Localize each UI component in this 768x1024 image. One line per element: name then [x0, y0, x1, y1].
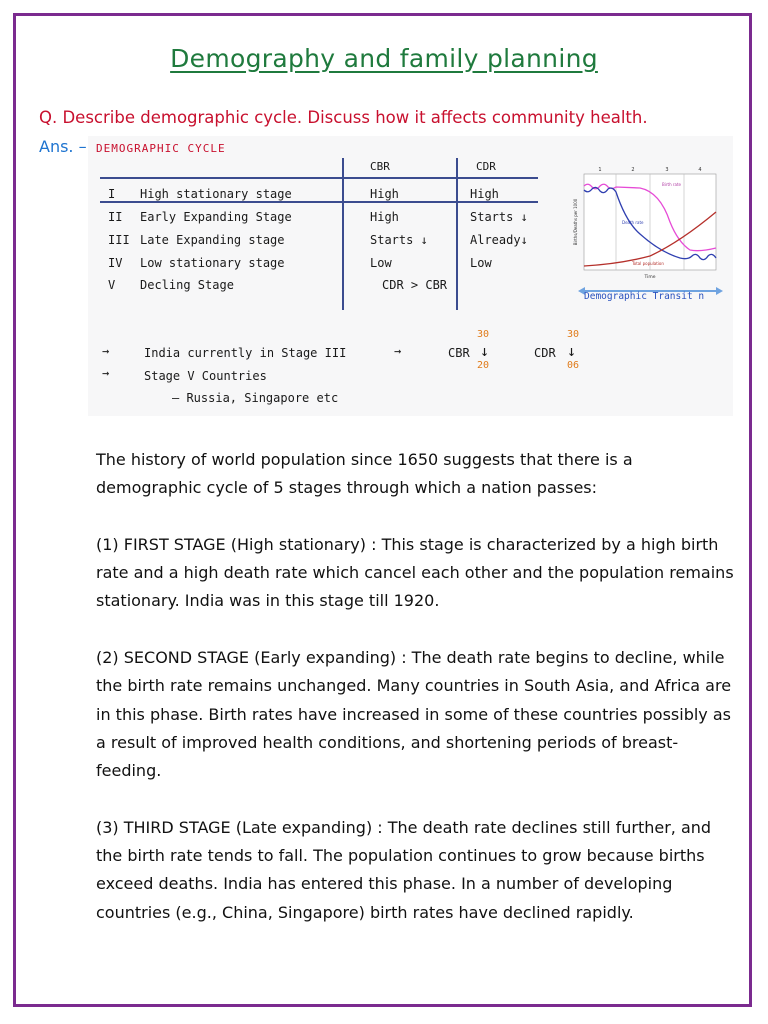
paragraph-second-stage: (2) SECOND STAGE (Early expanding) : The death rate begins to decline, while the birth rate remains unchanged. Many countries in South Asia, and Africa are in this phase. Birth rates have increased in some of these countries possibly as a result of improved health conditions, and shortening periods of breast-feeding.	[96, 648, 732, 781]
stage-name: Early Expanding Stage	[140, 210, 292, 224]
cbr-arrow: ↓	[480, 342, 490, 360]
answer-label: Ans. –	[39, 137, 87, 156]
stage-num: II	[108, 210, 123, 224]
cdr-label: CDR	[534, 346, 556, 360]
notes-heading: DEMOGRAPHIC CYCLE	[96, 142, 226, 155]
birth-rate-label: Birth rate	[662, 182, 681, 187]
stage-num: V	[108, 278, 116, 292]
graph-stage-label: 1	[598, 167, 602, 173]
stage-num: IV	[108, 256, 123, 270]
graph-stage-label: 2	[631, 167, 635, 173]
population-label: Total population	[632, 261, 664, 266]
stage-cbr: CDR > CBR	[382, 278, 448, 292]
col-header-cdr: CDR	[476, 160, 496, 173]
cdr-arrow: ↓	[567, 342, 577, 360]
question-text: Q. Describe demographic cycle. Discuss how it affects community health.	[39, 108, 648, 127]
paragraph-first-stage: (1) FIRST STAGE (High stationary) : This stage is characterized by a high birth rate and a high death rate which cancel each other and the population remains stationary. India was in this stage till 1920.	[96, 534, 734, 611]
stage-name: High stationary stage	[140, 187, 292, 201]
cdr-to-value: 06	[567, 360, 580, 371]
arrow-mark: →	[102, 366, 110, 380]
stage-cbr: High	[370, 187, 399, 201]
cbr-label: CBR	[448, 346, 470, 360]
arrow-mark: →	[394, 344, 402, 358]
death-rate-label: Death rate	[622, 220, 644, 225]
stage-name: Decling Stage	[140, 278, 234, 292]
cbr-to-value: 20	[477, 360, 490, 371]
graph-stage-label: 3	[665, 167, 669, 173]
stage-name: Late Expanding stage	[140, 233, 285, 247]
stage-cbr: High	[370, 210, 399, 224]
arrow-mark: →	[102, 344, 110, 358]
stage-cbr: Starts ↓	[370, 233, 428, 247]
stage-num: III	[108, 233, 130, 247]
graph-y-label: Births/Deaths per 1000	[573, 198, 578, 246]
paragraph-intro: The history of world population since 1650 suggests that there is a demographic cycle of 5 stages through which a nation passes:	[96, 450, 633, 498]
stage-v-countries: – Russia, Singapore etc	[172, 391, 339, 405]
stage-num: I	[108, 187, 116, 201]
body-text	[96, 446, 736, 955]
graph-x-label: Time	[644, 275, 656, 280]
paragraph-third-stage: (3) THIRD STAGE (Late expanding) : The death rate declines still further, and the birth rate tends to fall. The population continues to grow because births exceed deaths. India has entered this phase. In a number of developing countries (e.g., China, Singapore) birth rates have declined rapidly.	[96, 817, 712, 922]
stage-cdr: Low	[470, 256, 492, 270]
demographic-transition-graph	[570, 162, 720, 284]
handwritten-notes-image	[88, 136, 733, 416]
stage-cdr: High	[470, 187, 499, 201]
stage-cbr: Low	[370, 256, 392, 270]
cbr-from-value: 30	[477, 329, 490, 340]
india-stage-note: India currently in Stage III	[144, 346, 347, 360]
stage-cdr: Already↓	[470, 233, 528, 247]
cdr-from-value: 30	[567, 329, 580, 340]
graph-stage-label: 4	[698, 167, 702, 173]
stage-table	[100, 158, 538, 308]
page-title: Demography and family planning	[170, 44, 598, 73]
stage-name: Low stationary stage	[140, 256, 285, 270]
stage-v-note: Stage V Countries	[144, 369, 267, 383]
stage-cdr: Starts ↓	[470, 210, 528, 224]
transition-label: Demographic Transit n	[584, 291, 705, 302]
col-header-cbr: CBR	[370, 160, 390, 173]
